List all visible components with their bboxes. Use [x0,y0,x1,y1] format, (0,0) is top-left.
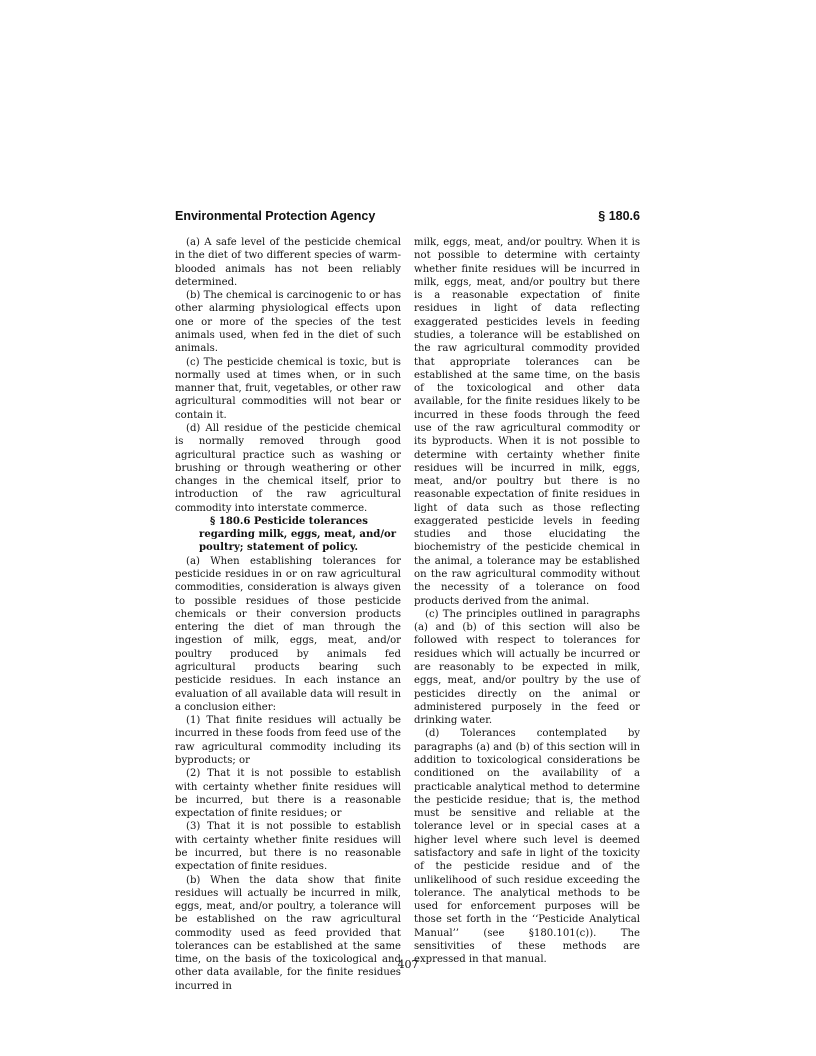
section-heading-180-6: § 180.6 Pesticide tolerances regarding milk, eggs, meat, and/or poultry; statement of policy. [199,515,397,554]
running-head-section: § 180.6 [598,209,640,223]
paragraph-180-6-a-2: (2) That it is not possible to establish with certainty whether finite residues will be incurred, but there is a reasonable expectation of finite residues; or [175,768,401,820]
paragraph-c-toxic: (c) The pesticide chemical is toxic, but is normally used at times when, or in such manner that, fruit, vegetables, or other raw agricultural commodities will not bear or contain it. [175,356,401,421]
paragraph-180-6-a-1: (1) That finite residues will actually be incurred in these foods from feed use of the raw agricultural commodity including its byproducts; or [175,715,401,766]
paragraph-180-6-b-continued: milk, eggs, meat, and/or poultry. When it is not possible to determine with certainty whether finite residues will be incurred in milk, eggs, meat, and/or poultry but there is a reasonable expectation of finite residues in light of data reflecting exaggerated pesticides levels in feeding studies, a tolerance will be established on the raw agricultural commodity provided that appropriate tolerances can be established at the same time, on the basis of the toxicological and other data available, for the finite residues likely to be incurred in these foods through the feed use of the raw agricultural commodity or its byproducts. When it is not possible to determine with certainty whether finite residues will be incurred in milk, eggs, meat, and/or poultry but there is no reasonable expectation of finite residues in light of data such as those reflecting exaggerated pesticide levels in feeding studies and those elucidating the biochemistry of the pesticide chemical in the animal, a tolerance may be established on the raw agricultural commodity without the necessity of a tolerance on food products derived from the animal. [414,237,640,607]
paragraph-b-carcinogenic: (b) The chemical is carcinogenic to or has other alarming physiological effects upon one or more of the species of the test animals used, when fed in the diet of such animals. [175,290,401,355]
page-number: 407 [397,958,419,971]
paragraph-180-6-a-3: (3) That it is not possible to establish with certainty whether finite residues will be incurred, but there is no reasonable expectation of finite residues. [175,821,401,873]
running-head-agency: Environmental Protection Agency [175,209,376,223]
paragraph-a-safe-level: (a) A safe level of the pesticide chemical in the diet of two different species of warm-blooded animals has not been reliably determined. [175,237,401,288]
paragraph-d-residue-removed: (d) All residue of the pesticide chemical is normally removed through good agricultural practice such as washing or brushing or through weathering or other changes in the chemical itself, prior to introduction of the raw agricultural commodity into interstate commerce. [175,422,401,514]
left-column [175,236,401,993]
right-column [414,236,640,966]
paragraph-180-6-c: (c) The principles outlined in paragraphs (a) and (b) of this section will also be followed with respect to tolerances for residues which will actually be incurred or are reasonably to be expected in milk, eggs, meat, and/or poultry by the use of pesticides directly on the animal or administered purposely in the feed or drinking water. [414,608,640,727]
paragraph-180-6-a: (a) When establishing tolerances for pesticide residues in or on raw agricultural commodities, consideration is always given to possible residues of those pesticide chemicals or their conversion products entering the diet of man through the ingestion of milk, eggs, meat, and/or poultry produced by animals fed agricultural products bearing such pesticide residues. In each instance an evaluation of all available data will result in a conclusion either: [175,555,401,713]
paragraph-180-6-d: (d) Tolerances contemplated by paragraphs (a) and (b) of this section will in addition to toxicological considerations be conditioned on the availability of a practicable analytical method to determine the pesticide residue; that is, the method must be sensitive and reliable at the tolerance level or in special cases at a higher level where such level is deemed satisfactory and safe in light of the toxicity of the pesticide residue and of the unlikelihood of such residue exceeding the tolerance. The analytical methods to be used for enforcement purposes will be those set forth in the ‘‘Pesticide Analytical Manual’’ (see §180.101(c)). The sensitivities of these methods are expressed in that manual. [414,728,640,966]
paragraph-180-6-b: (b) When the data show that finite residues will actually be incurred in milk, eggs, meat, and/or poultry, a tolerance will be established on the raw agricultural commodity used as feed provided that tolerances can be established at the same time, on the basis of the toxicological and other data available, for the finite residues incurred in [175,874,401,992]
